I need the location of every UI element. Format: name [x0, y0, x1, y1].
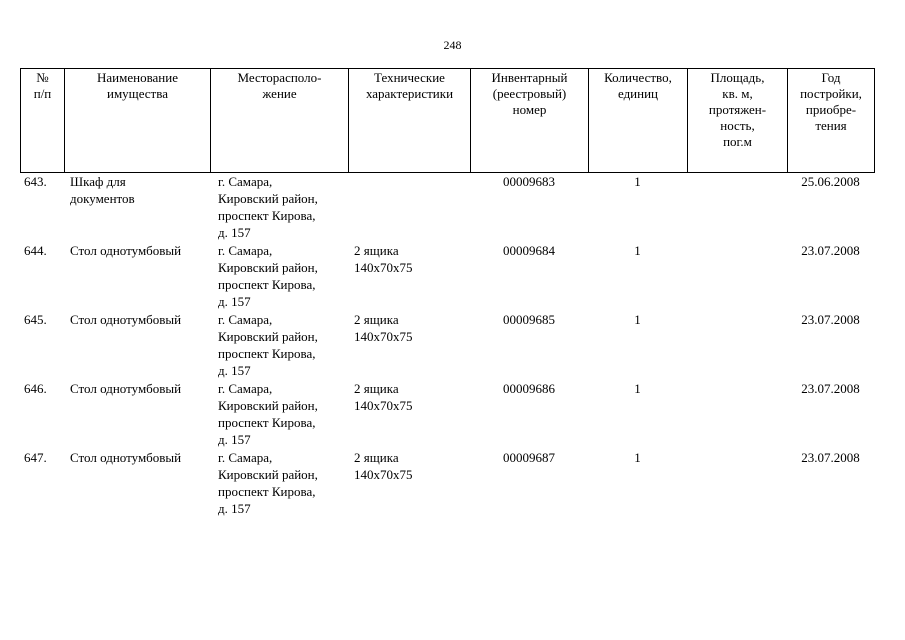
- row-technical: 2 ящика 140х70х75: [354, 450, 413, 482]
- row-technical: 2 ящика 140х70х75: [354, 312, 413, 344]
- row-year: 23.07.2008: [801, 312, 860, 327]
- header-number: № п/п: [21, 69, 65, 173]
- row-technical: 2 ящика 140х70х75: [354, 381, 413, 413]
- row-area: [687, 242, 787, 311]
- property-table-body: [20, 173, 874, 518]
- page-number: 248: [443, 38, 462, 52]
- row-area: [687, 311, 787, 380]
- header-area: Площадь, кв. м, протяжен- ность, пог.м: [688, 69, 788, 173]
- row-quantity: 1: [634, 312, 641, 327]
- table-row: [20, 449, 874, 518]
- table-row: [20, 242, 874, 311]
- row-technical: [348, 173, 470, 242]
- row-name: Стол однотумбовый: [70, 243, 182, 258]
- header-quantity: Количество, единиц: [589, 69, 688, 173]
- row-year: 23.07.2008: [801, 450, 860, 465]
- header-inventory: Инвентарный (реестровый) номер: [471, 69, 589, 173]
- header-name: Наименование имущества: [65, 69, 211, 173]
- row-area: [687, 449, 787, 518]
- row-location: г. Самара, Кировский район, проспект Кирова, д. 157: [218, 243, 318, 309]
- table-row: [20, 380, 874, 449]
- row-number: 646.: [24, 381, 47, 396]
- row-location: г. Самара, Кировский район, проспект Кирова, д. 157: [218, 174, 318, 240]
- row-number: 645.: [24, 312, 47, 327]
- row-quantity: 1: [634, 381, 641, 396]
- row-name: Стол однотумбовый: [70, 312, 182, 327]
- row-inventory: 00009687: [503, 450, 555, 465]
- row-quantity: 1: [634, 450, 641, 465]
- row-inventory: 00009685: [503, 312, 555, 327]
- row-number: 644.: [24, 243, 47, 258]
- row-year: 23.07.2008: [801, 243, 860, 258]
- row-location: г. Самара, Кировский район, проспект Кирова, д. 157: [218, 381, 318, 447]
- row-number: 643.: [24, 174, 47, 189]
- row-inventory: 00009683: [503, 174, 555, 189]
- row-quantity: 1: [634, 174, 641, 189]
- header-location: Месторасполо- жение: [211, 69, 349, 173]
- row-name: Шкаф для документов: [70, 174, 135, 206]
- row-location: г. Самара, Кировский район, проспект Кирова, д. 157: [218, 312, 318, 378]
- row-technical: 2 ящика 140х70х75: [354, 243, 413, 275]
- row-area: [687, 380, 787, 449]
- row-quantity: 1: [634, 243, 641, 258]
- row-name: Стол однотумбовый: [70, 381, 182, 396]
- property-table-header: [20, 68, 875, 173]
- table-row: [20, 173, 874, 242]
- row-area: [687, 173, 787, 242]
- header-year: Год постройки, приобре- тения: [788, 69, 875, 173]
- row-year: 23.07.2008: [801, 381, 860, 396]
- row-location: г. Самара, Кировский район, проспект Кирова, д. 157: [218, 450, 318, 516]
- header-technical: Технические характеристики: [349, 69, 471, 173]
- row-year: 25.06.2008: [801, 174, 860, 189]
- row-name: Стол однотумбовый: [70, 450, 182, 465]
- table-row: [20, 311, 874, 380]
- row-inventory: 00009684: [503, 243, 555, 258]
- header-row: [21, 69, 875, 173]
- row-number: 647.: [24, 450, 47, 465]
- row-inventory: 00009686: [503, 381, 555, 396]
